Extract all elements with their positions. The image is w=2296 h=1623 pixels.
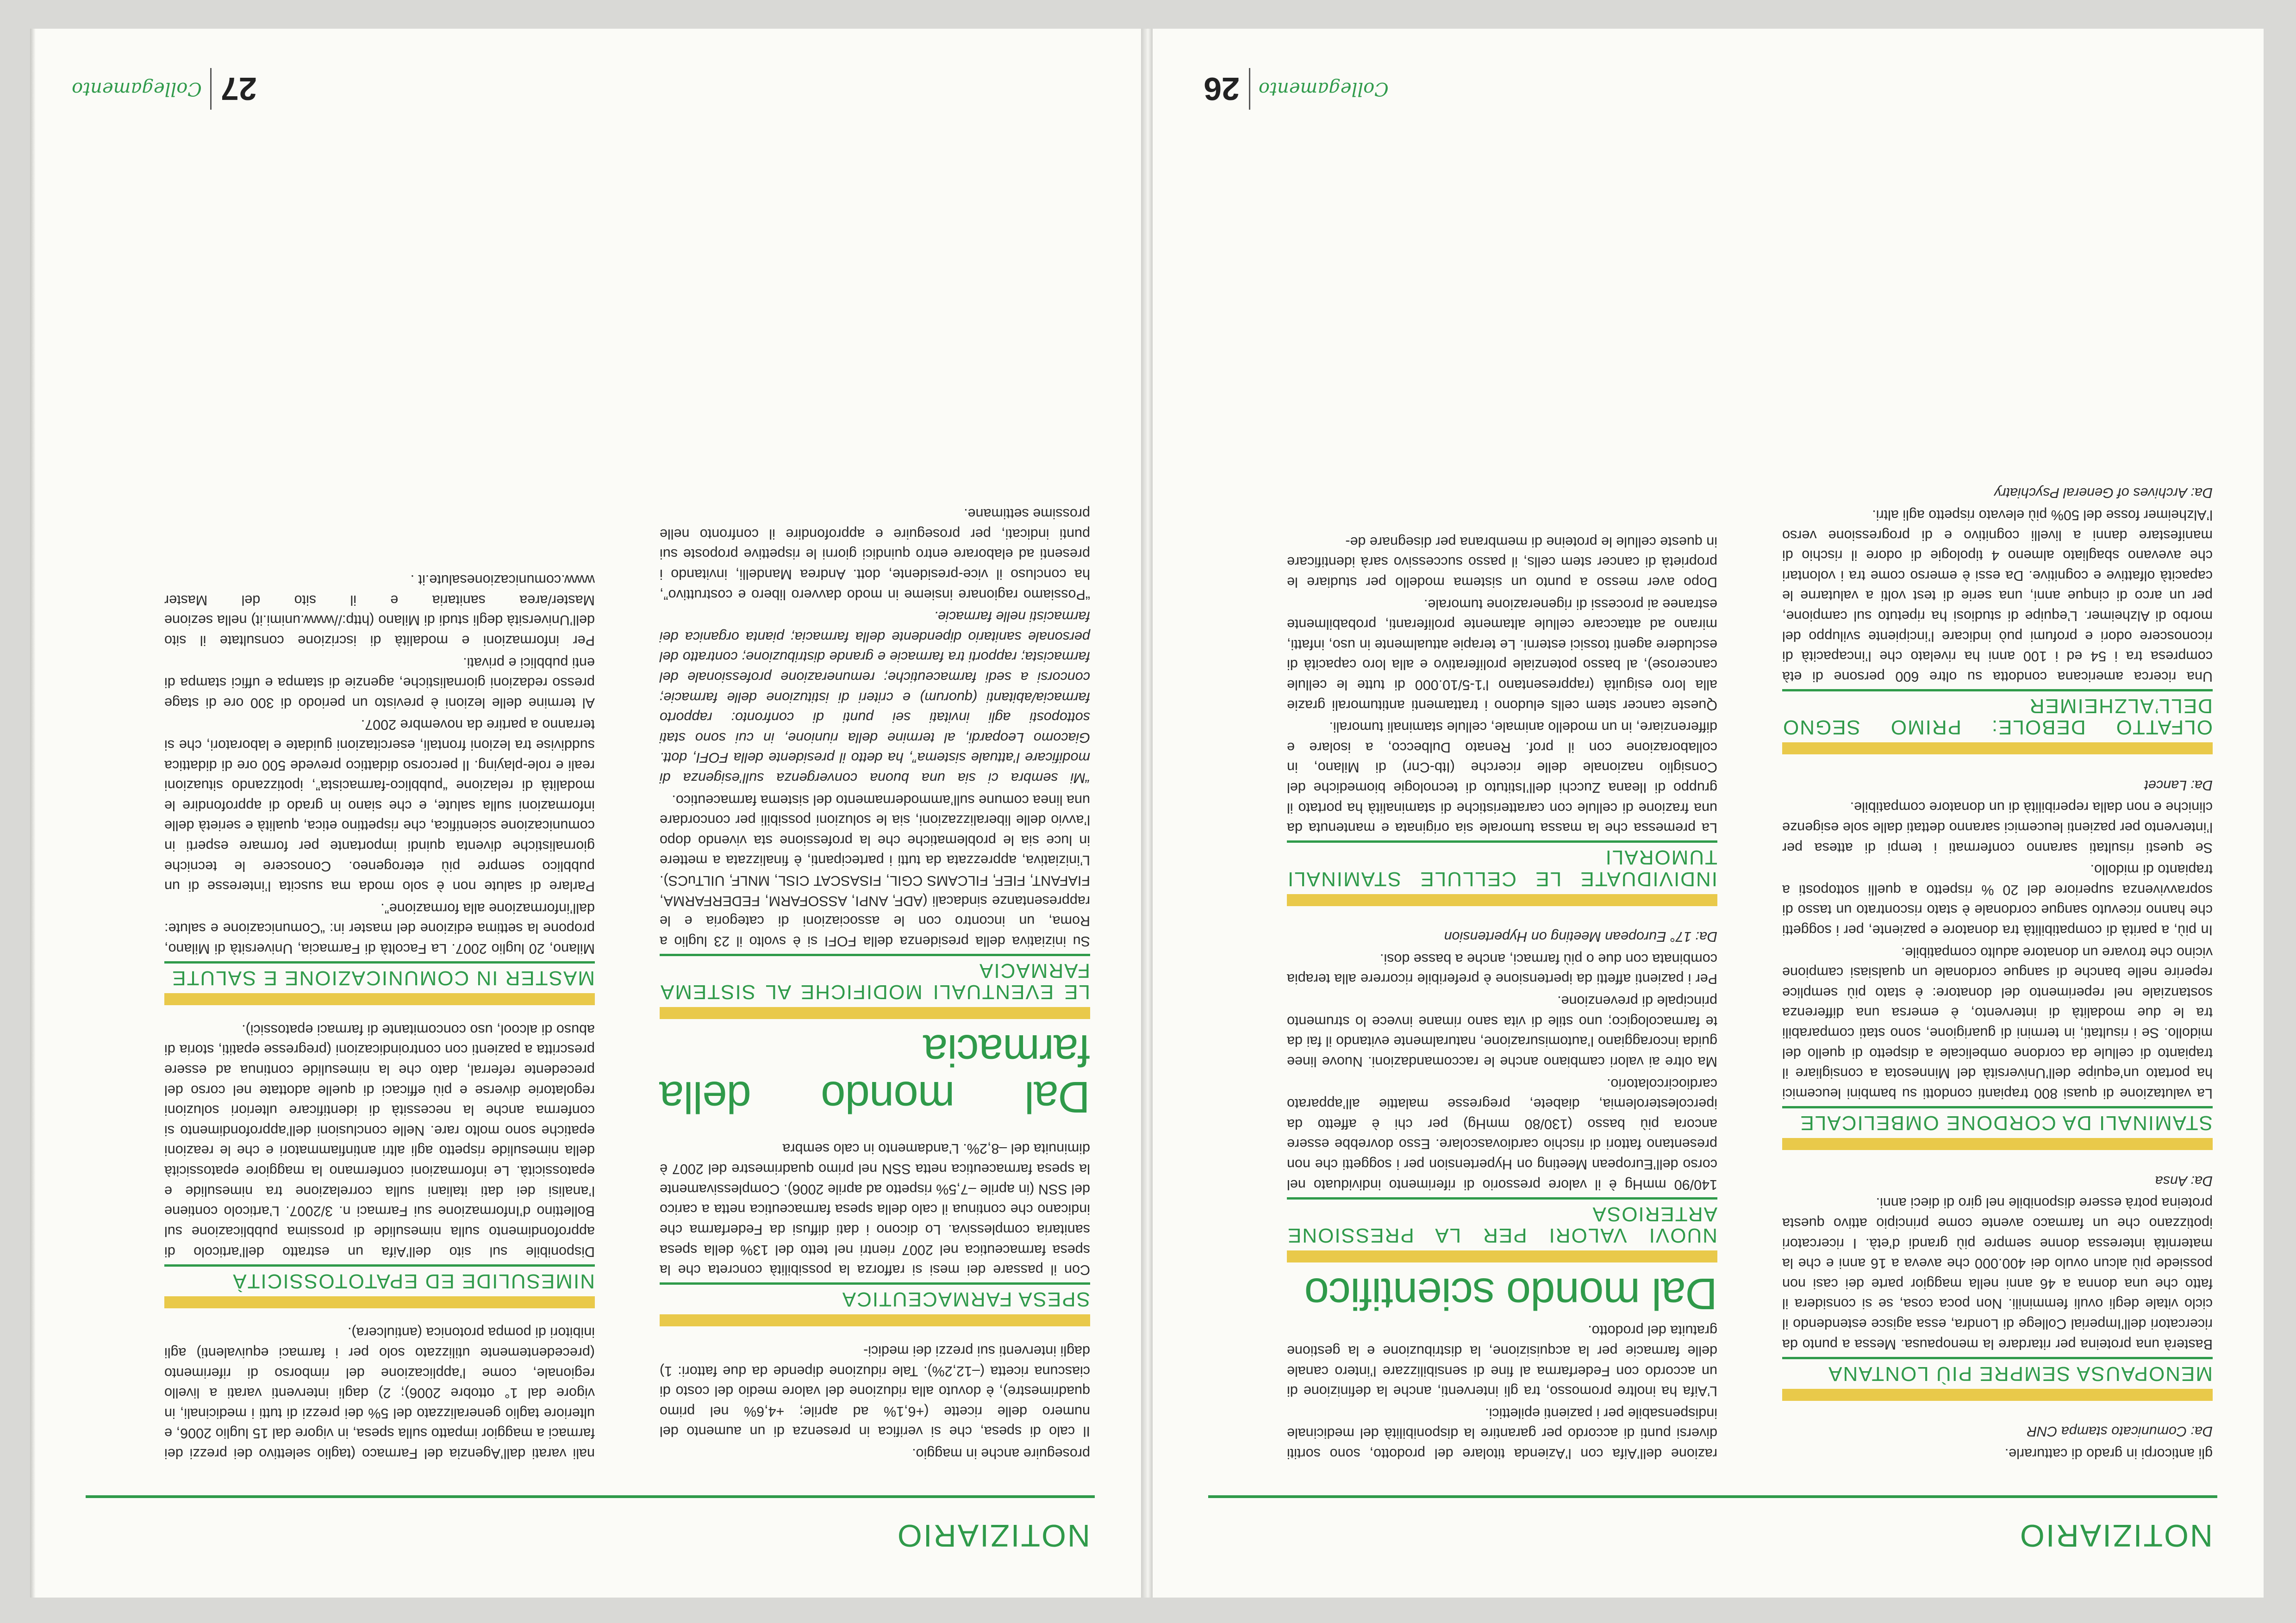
section-header: NOTIZIARIO xyxy=(2018,1518,2213,1553)
paragraph: nali varati dall’Agenzia del Farmaco (taglio selettivo dei prezzi dei farmaci a maggior impatto sulla spesa, in vigore dal 15 luglio 2006, e ulteriore taglio generalizzato del 5% dei prezzi di tutti i medicinali, in vigore dal 1° ottobre 2006); 2) dagli interventi varati a livello regionale, come l’applicazione del rimborso di riferimento (precedentemente utilizzato solo per i farmaci equivalenti) agli inibitori di pompa protonica (antiulcera). xyxy=(164,1325,595,1461)
paragraph: Disponibile sul sito dell’Aifa un estratto dell’articolo di approfondimento sulla nimesulide di prossima pubblicazione sul Bollettino d’Informazione sui Farmaci n. 3/2007. L’articolo contiene l’analisi dei dati italiani sulla correlazione tra nimesulide e epatossicità. Le informazioni confermano la maggiore epatossicità della nimesulide rispetto agli altri antinfiammatori e che le reazioni epatiche sono molto rare. Nelle conclusioni dell’approfondimento si conferma anche la necessità di identificare ulteriori soluzioni regolatorie diverse e più efficaci di quelle adottate nel corso del precedente referral, dato che la nimesulide continua ad essere prescritta a pazienti con controindicazioni (pregresse epatiti, storia di abuso di alcool, uso concomitante di farmaci epatossici). xyxy=(164,1021,595,1260)
magazine-logo: Collegamento xyxy=(72,78,202,99)
top-rule xyxy=(1208,1495,2217,1498)
paragraph: Queste cancer stem cells eludono i trattamenti antitumorali grazie alla loro esiguità (rappresentano l’1-5/10.000 di tutte le cellule cancerose), al basso potenziale proliferativo e alla loro capacità di escludere agenti tossici esterni. Le terapie attualmente in uso, infatti, mirano ad attaccare cellule altamente proliferanti, probabilmente estranee ai processi di rigenerazione tumorale. xyxy=(1287,596,1717,713)
paragraph: Con il passare dei mesi si rafforza la possibilità concreta che la spesa farmaceutica nel 2007 rientri nel tetto del 13% della spesa sanitaria complessiva. Lo dicono i dati diffusi da Federfarma che indicano che continua il calo della spesa farmaceutica netta a carico del SSN (in aprile –7,5% rispetto ad aprile 2006). Complessivamente la spesa farmaceutica netta SSN nel primo quadrimestre del 2007 è diminuita del –8,2%. L’andamento in calo sembra xyxy=(660,1141,1090,1278)
column-right xyxy=(164,567,595,1463)
heading-nimesulide: NIMESULIDE ED EPATOTOSSICITÀ xyxy=(164,1264,595,1292)
heading-bar xyxy=(1782,1138,2213,1150)
page-number: 26 xyxy=(1204,71,1240,107)
column-right xyxy=(1287,529,1717,1463)
source: Da: Lancet xyxy=(2144,777,2213,793)
paragraph: Al termine delle lezioni è previsto un periodo di 300 ore di stage presso redazioni giornalistiche, agenzie di stampa e uffici stampa di enti pubblici e privati. xyxy=(164,654,595,711)
page-footer xyxy=(1194,68,1389,110)
heading-bar xyxy=(660,1007,1090,1019)
section-title: Dal mondo scientifico xyxy=(1304,1269,1717,1318)
top-rule xyxy=(86,1495,1095,1498)
paragraph: Il calo di spesa, che si verifica in presenza di un aumento del numero delle ricette (+6,1% ad aprile; +4,6% nel primo quadrimestre), è dovuto alla riduzione del valore medio del costo di ciascuna ricetta (–12,2%). Tale riduzione dipende da due fattori: 1) dagli interventi sui prezzi dei medici- xyxy=(660,1343,1090,1440)
page-number: 27 xyxy=(220,71,257,107)
paragraph: Per informazioni e modalità di iscrizione consultate il sito dell’Università degli studi di Milano (http://www.unimi.it) nella sezione Master/area sanitaria e il sito del Master www.comunicazionesalute.it . xyxy=(164,572,595,648)
heading-bar xyxy=(1287,894,1717,906)
heading-staminali-tumorali: INDIVIDUATE LE CELLULE STAMINALI TUMORALI xyxy=(1287,840,1717,889)
paragraph: Parlare di salute non è solo moda ma suscita l’interesse di un pubblico sempre più eterogeneo. Conoscere le tecniche giornalistiche diventa quindi importante per formare esperti in comunicazione scientifica, che rispettino etica, qualità e serietà delle informazioni sulla salute, e che siano in grado di approfondire le modalità di relazione “pubblico-farmacista”, ipotizzando situazioni reali e role-playing. Il percorso didattico prevede 500 ore di didattica suddivise tra lezioni frontali, esercitazioni guidate e laboratori, che si terranno a partire da novembre 2007. xyxy=(164,717,595,895)
heading-bar xyxy=(164,1296,595,1308)
paragraph: In più, a parità di compatibilità tra donatore e paziente, per i soggetti che hanno ricevuto sangue cordonale è stato riscontrato un tasso di sopravvivenza superiore del 20 % rispetto a quelli sottoposti a trapianto di midollo. xyxy=(1782,862,2213,939)
paragraph: “Possiamo ragionare insieme in modo davvero libero e costruttivo”, ha concluso il vice-presidente, dott. Andrea Mandelli, invitando i presenti ad elaborare entro quindici giorni le rispettive proposte sui punti indicati, per proseguire e approfondire il confronto nelle prossime settimane. xyxy=(660,506,1090,603)
heading-olfatto: OLFATTO DEBOLE: PRIMO SEGNO DELL’ALZHEIMER xyxy=(1782,689,2213,738)
paragraph: Basterà una proteina per ritardare la menopausa. Messa a punto da ricercatori dell’Imperial College di Londra, essa agisce estendendo il ciclo vitale degli ovuli femminili. Non poca cosa, se si considera il fatto che una donna a 46 anni nella maggior parte dei casi non possiede più alcun ovulo dei 400.000 che aveva a 16 anni e che la maternità interessa donne sempre più grandi d’età. I ricercatori ipotizzano che un farmaco avente come principio attivo questa proteina potrà essere disponibile nel giro di dieci anni. xyxy=(1782,1195,2213,1352)
paragraph: “Mi sembra ci sia una buona convergenza sull’esigenza di modificare l’attuale sistema”, ha detto il presidente della FOFI, dott. Giacomo Leopardi, al termine della riunione, in cui sono stati sottoposti agli invitati sei punti di confronto: rapporto farmacia/abitanti (quorum) e criteri di istituzione delle farmacie; concorsi a sedi farmaceutiche; remunerazione professionale del farmacista; rapporti tra farmacie e grande distribuzione; contratto del personale sanitario dipendente della farmacia; pianta organica dei farmacisti nelle farmacie. xyxy=(660,609,1090,786)
column-left xyxy=(660,502,1090,1463)
heading-spesa: SPESA FARMACEUTICA xyxy=(660,1282,1090,1310)
heading-pressione: NUOVI VALORI PER LA PRESSIONE ARTERIOSA xyxy=(1287,1197,1717,1246)
page-edge-shadow xyxy=(30,29,36,1598)
source: Da: 17° European Meeting on Hypertension xyxy=(1444,929,1717,945)
paragraph: Su iniziativa della presidenza della FOFI si è svolto il 23 luglio a Roma, un incontro con le associazioni di categoria e le rappresentanze sindacali (ADF, ANPI, ASSOFARM, FEDERFARMA, FIAFANT, FIEF, FILCAMS CGIL, FISASCAT CISL, MNLF, UILTuCS). L’iniziativa, apprezzata da tutti i partecipanti, è finalizzata a mettere in luce sia le problematiche che la professione sta vivendo dopo l’avvio delle liberalizzazioni, sia le soluzioni possibili per concordare una linea comune sull’ammodernamento del sistema farmaceutico. xyxy=(660,792,1090,949)
source: Da: Comunicato stampa CNR xyxy=(2027,1424,2213,1440)
section-header: NOTIZIARIO xyxy=(896,1518,1090,1553)
heading-bar xyxy=(1782,1389,2213,1401)
paragraph: gli anticorpi in grado di catturarle. xyxy=(2004,1446,2213,1461)
page-footer xyxy=(72,68,266,110)
paragraph: Ma oltre ai valori cambiano anche le raccomandazioni. Nuove linee guida incoraggiano l’automisurazione, naturalmente evitando il fai da te farmacologico; uno stile di vita sano rimane invece lo strumento principale di prevenzione. xyxy=(1287,993,1717,1070)
magazine-logo: Collegamento xyxy=(1258,78,1389,99)
heading-bar xyxy=(660,1314,1090,1326)
heading-bar xyxy=(1782,742,2213,754)
paragraph: Per i pazienti affetti da ipertensione è preferibile ricorrere alla terapia combinata con due o più farmaci, anche a basse dosi. xyxy=(1287,951,1717,987)
paragraph: L’Aifa ha inoltre promosso, tra gli interventi, anche la definizione di un accordo con Federfarma al fine di sensibilizzare l’intero canale delle farmacie per la acquisizione, la distribuzione e la gestione gratuita del prodotto. xyxy=(1287,1323,1717,1399)
paragraph: Se questi risultati saranno confermati i tempi di attesa per l’intervento per pazienti leucemici saranno dettati dalle sole esigenze cliniche e non dalla reperibilità di un donatore compatibile. xyxy=(1782,799,2213,856)
paragraph: razione dell’Aifa con l’Azienda titolare del prodotto, sono sortiti diversi punti di accordo per garantire la disponibilità del medicinale indispensabile per i pazienti epilettici. xyxy=(1287,1405,1717,1461)
divider xyxy=(210,68,212,110)
paragraph: proseguire anche in maggio. xyxy=(912,1446,1090,1461)
source: Da: Ansa xyxy=(2155,1173,2213,1189)
page-26 xyxy=(1153,29,2264,1598)
paragraph: Dopo aver messo a punto un sistema modello per studiare le proprietà di cancer stem cells, il passo successivo sarà identificare in queste cellule le proteine di membrana per disegnare de- xyxy=(1287,534,1717,590)
heading-menopausa: MENOPAUSA SEMPRE PIÙ LONTANA xyxy=(1782,1357,2213,1384)
heading-staminali-cordone: STAMINALI DA CORDONE OMBELICALE xyxy=(1782,1106,2213,1133)
heading-bar xyxy=(164,993,595,1005)
page-27 xyxy=(30,29,1141,1598)
heading-bar xyxy=(1287,1250,1717,1262)
spine-gutter xyxy=(1141,29,1153,1598)
paragraph: La valutazione di quasi 800 trapianti condotti su bambini leucemici ha portato un’equipe dell’Università del Minnesota a consigliare il trapianto di cellule da cordone ombelicale a dispetto di quello del midollo. Se i risultati, in termini di guarigione, sono stati comparabili tra le due modalità di intervento, è emersa una differenza sostanziale nel reperimento del donatore: è stato più semplice reperire nelle banche di sangue cordonale un qualsiasi campione vicino che trovare un donatore adulto compatibile. xyxy=(1782,944,2213,1101)
column-left xyxy=(1782,472,2213,1463)
source: Da: Archives of General Psychiatry xyxy=(1994,485,2213,501)
section-title: Dal mondo della farmacia xyxy=(660,1026,1090,1122)
paragraph: Una ricerca americana condotta su oltre 600 persone di età compresa tra i 54 ed i 100 anni ha rivelato che l’incapacità di riconoscere odori e profumi può indicare l’incipiente sviluppo del morbo di Alzheimer. L’equipe di studiosi ha ripetuto sul campione, per un arco di cinque anni, una serie di test volti a valutarne le capacità olfattive e cognitive. Da essi è emerso come tra i volontari che avevano sbagliato almeno 4 tipologie di odore il rischio di manifestare danni a livelli cognitivo e di progressione verso l’Alzheimer fosse del 50% più elevato rispetto agli altri. xyxy=(1782,507,2213,684)
paragraph: Milano, 20 luglio 2007. La Facoltà di Farmacia, Università di Milano, propone la settima edizione del master in: “Comunicazione e salute: dall’informazione alla formazione”. xyxy=(164,900,595,957)
heading-master: MASTER IN COMUNICAZIONE E SALUTE xyxy=(164,961,595,989)
divider xyxy=(1249,68,1250,110)
paragraph: 140/90 mmHg è il valore pressorio di riferimento individuato nel corso dell’European Meeting on Hypertension per i soggetti che non presentano fattori di rischio cardiovascolare. Esso dovrebbe essere ancora più basso (130/80 mmHg) per chi è affetto da ipercolesterolemia, diabete, pregresse malattie all’apparato cardiocircolatorio. xyxy=(1287,1076,1717,1193)
heading-modifiche: LE EVENTUALI MODIFICHE AL SISTEMA FARMACIA xyxy=(660,954,1090,1002)
paragraph: La premessa che la massa tumorale sia originata e mantenuta da una frazione di cellule con caratteristiche di staminalità ha portato il gruppo di Ileana Zucchi dell’Istituto di tecnologie biomediche del Consiglio nazionale delle ricerche (Itb-Cnr) di Milano, in collaborazione con il prof. Renato Dulbecco, a isolare e differenziare, in un modello animale, cellule staminali tumorali. xyxy=(1287,719,1717,836)
